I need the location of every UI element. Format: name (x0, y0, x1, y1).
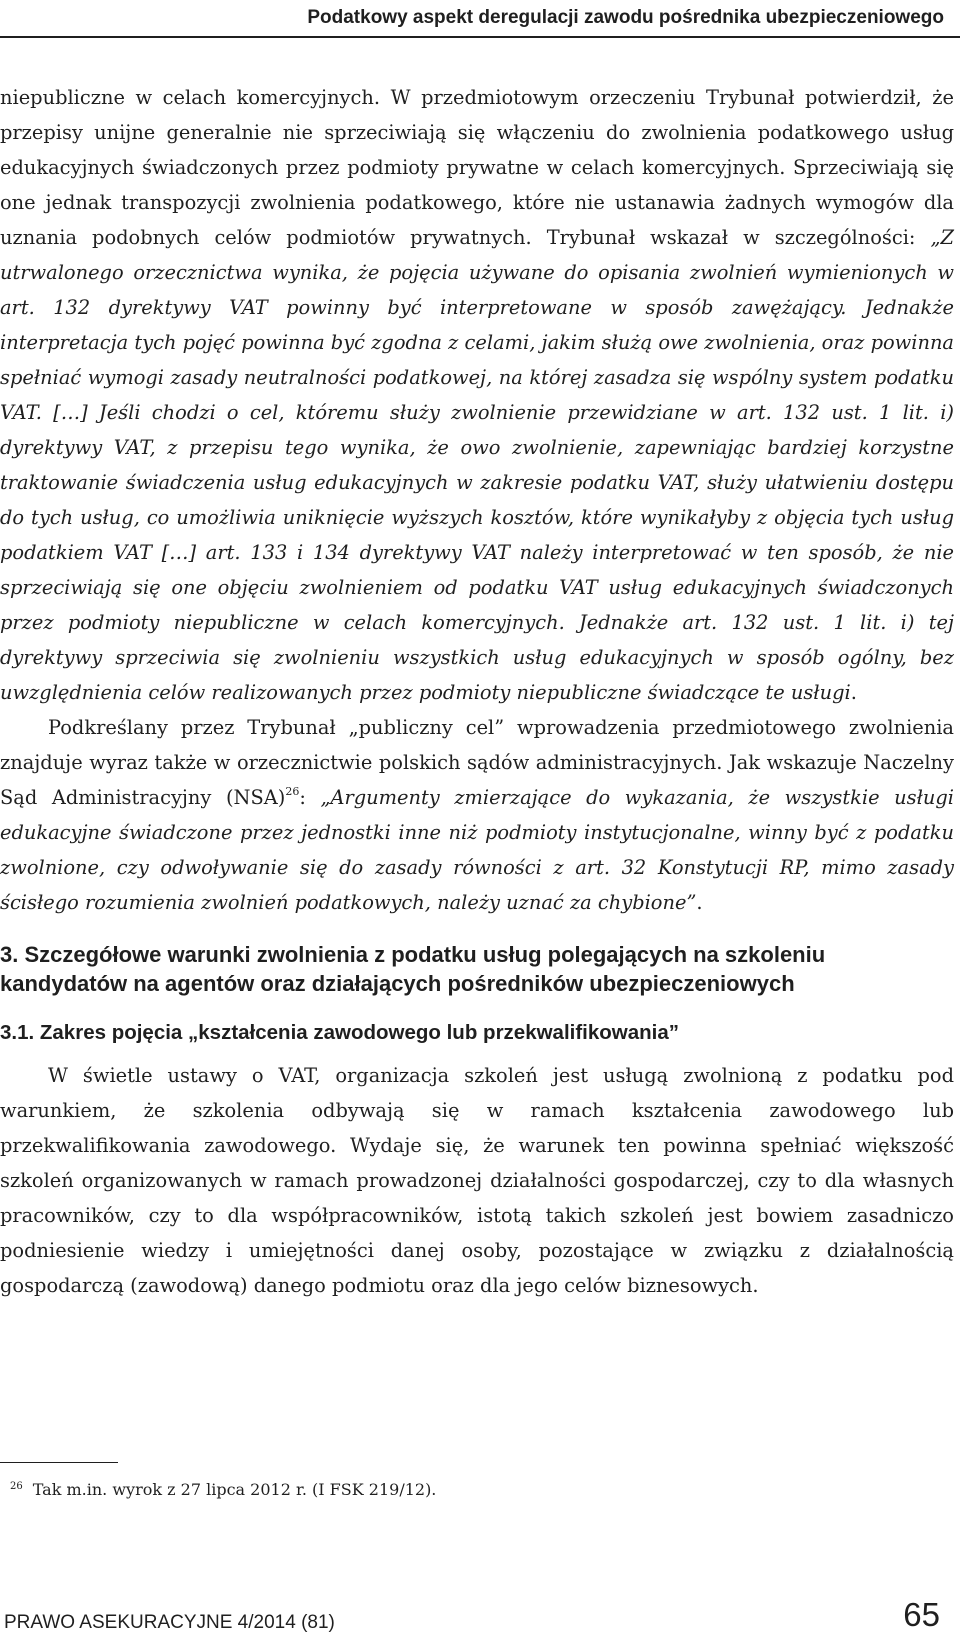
footnote-number: 26 (10, 1481, 23, 1492)
paragraph-2-colon: : (299, 786, 321, 809)
header-rule (0, 36, 960, 38)
running-header-title: Podatkowy aspekt deregulacji zawodu pośrednika ubezpieczeniowego (307, 7, 944, 28)
paragraph-2-end: . (696, 891, 703, 914)
paragraph-continued (0, 80, 954, 710)
footer-journal-name: PRAWO ASEKURACYJNE 4/2014 (81) (4, 1612, 335, 1633)
paragraph-2-text: Podkreślany przez Trybunał „publiczny cel” wprowadzenia przedmiotowego zwolnienia znajduje wyraz także w orzecznictwie polskich sądów administracyjnych. Jak wskazuje Naczelny Sąd Administracyjny (NSA) (0, 716, 954, 809)
footnote (10, 1476, 436, 1501)
page-number: 65 (903, 1596, 940, 1633)
paragraph-1-text: niepubliczne w celach komercyjnych. W przedmiotowym orzeczeniu Trybunał potwierdził, że przepisy unijne generalnie nie sprzeciwiają się włączeniu do zwolnienia podatkowego usług edukacyjnych świadczonych przez podmioty prywatne w celach komercyjnych. Sprzeciwiają się one jednak transpozycji zwolnienia podatkowego, które nie ustanawia żadnych wymogów dla uznania podobnych celów podmiotów prywatnych. Trybunał wskazał w szczególności: (0, 86, 954, 249)
paragraph-1-end: . (850, 681, 857, 704)
nsa-quotation: „Argumenty zmierzające do wykazania, że wszystkie usługi edukacyjne świadczone przez jednostki inne niż podmioty instytucjonalne, winny być z podatku zwolnione, czy odwoływanie się do zasady równości z art. 32 Konstytucji RP, mimo zasady ścisłego rozumienia zwolnień podatkowych, należy uznać za chybione” (0, 786, 954, 914)
subsection-heading: 3.1. Zakres pojęcia „kształcenia zawodowego lub przekwalifikowania” (0, 1021, 680, 1044)
page-body (0, 80, 954, 1303)
paragraph-training: W świetle ustawy o VAT, organizacja szkoleń jest usługą zwolnioną z podatku pod warunkiem, że szkolenia odbywają się w ramach kształcenia zawodowego lub przekwalifikowania zawodowego. Wydaje się, że warunek ten powinna spełniać większość szkoleń organizowanych w ramach prowadzonej działalności gospodarczej, czy to dla własnych pracowników, czy to dla współpracowników, istotą takich szkoleń jest bowiem zasadniczo podniesienie wiedzy i umiejętności danej osoby, pozostające w związku z działalnością gospodarczą (zawodową) danego podmiotu oraz dla jego celów biznesowych. (0, 1064, 954, 1297)
court-quotation: „Z utrwalonego orzecznictwa wynika, że pojęcia używane do opisania zwolnień wymienionych w art. 132 dyrektywy VAT powinny być interpretowane w sposób zawężający. Jednakże interpretacja tych pojęć powinna być zgodna z celami, jakim służą owe zwolnienia, oraz powinna spełniać wymogi zasady neutralności podatkowej, na której zasadza się wspólny system podatku VAT. […] Jeśli chodzi o cel, któremu służy zwolnienie przewidziane w art. 132 ust. 1 lit. i) dyrektywy VAT, z przepisu tego wynika, że owo zwolnienie, zapewniając bardziej korzystne traktowanie świadczenia usług edukacyjnych w zakresie podatku VAT, służy ułatwieniu dostępu do tych usług, co umożliwia uniknięcie wyższych kosztów, które wynikałyby z objęcia tych usług podatkiem VAT […] art. 133 i 134 dyrektywy VAT należy interpretować w ten sposób, że nie sprzeciwiają się one objęciu zwolnieniem od podatku VAT usług edukacyjnych świadczonych przez podmioty niepubliczne w celach komercyjnych. Jednakże art. 132 ust. 1 lit. i) tej dyrektywy sprzeciwia się zwolnieniu wszystkich usług edukacyjnych w sposób ogólny, bez uwzględnienia celów realizowanych przez podmioty niepubliczne świadczące te usługi (0, 226, 954, 704)
footnote-rule (0, 1462, 118, 1463)
section-heading: 3. Szczegółowe warunki zwolnienia z podatku usług polegających na szkoleniu kandydatów na agentów oraz działających pośredników ubezpieczeniowych (0, 942, 826, 996)
footnote-reference-26[interactable]: 26 (285, 785, 300, 798)
paragraph-nsa (0, 710, 954, 920)
footnote-text: Tak m.in. wyrok z 27 lipca 2012 r. (I FSK 219/12). (32, 1480, 437, 1499)
